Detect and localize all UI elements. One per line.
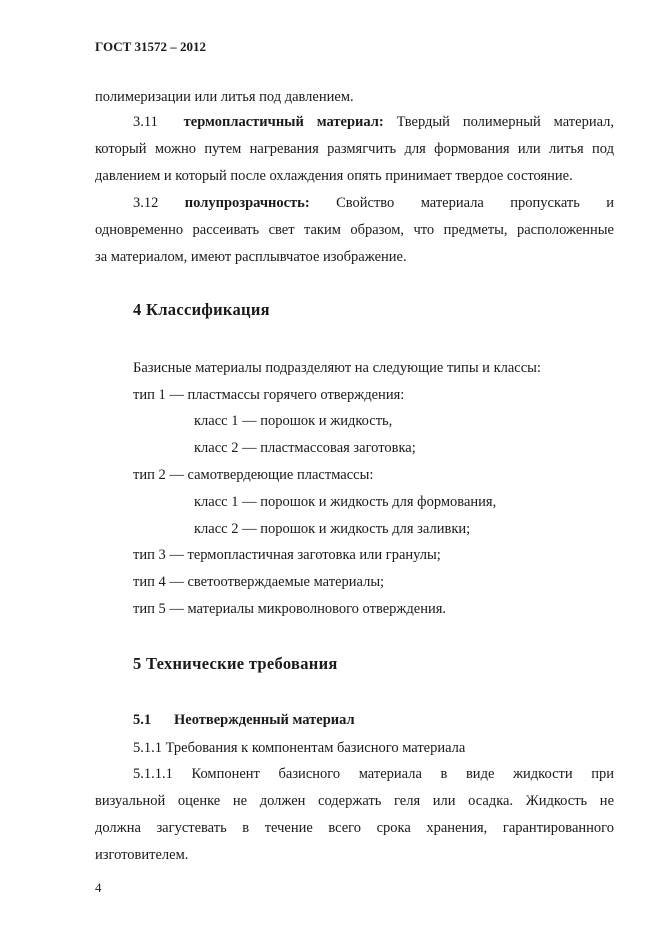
- document-header: ГОСТ 31572 – 2012: [95, 39, 207, 54]
- page-number: 4: [95, 880, 102, 895]
- clause-5-1-1-1-line-3: должна загустевать в течение всего срока хранения, гарантированного: [95, 820, 614, 836]
- term-3-11-line-2: который можно путем нагревания размягчить для формования или литья под: [95, 141, 614, 157]
- term-3-11-line-3: давлением и который после охлаждения опять принимает твердое состояние.: [95, 168, 573, 184]
- subsection-5-1-number: 5.1: [133, 712, 152, 728]
- term-3-11-line-1: [95, 109, 614, 136]
- clause-5-1-1-1-line-2: визуальной оценке не должен содержать геля или осадка. Жидкость не: [95, 793, 614, 809]
- type-1-class-2: класс 2 — пластмассовая заготовка;: [194, 440, 416, 456]
- term-definition: Твердый полимерный материал,: [396, 114, 614, 130]
- subsection-5-1-1: 5.1.1 Требования к компонентам базисного материала: [133, 740, 466, 756]
- section-5-heading: 5 Технические требования: [133, 654, 338, 673]
- term-name: термопластичный материал:: [183, 114, 384, 130]
- clause-5-1-1-1-line-4: изготовителем.: [95, 847, 189, 863]
- term-number: 3.11: [133, 114, 158, 130]
- section-4-heading: 4 Классификация: [133, 300, 270, 319]
- type-2-class-2: класс 2 — порошок и жидкость для заливки;: [194, 521, 471, 537]
- type-2: тип 2 — самотвердеющие пластмассы:: [133, 467, 374, 483]
- term-3-12-line-1: [95, 190, 614, 217]
- type-4: тип 4 — светоотверждаемые материалы;: [133, 574, 385, 590]
- subsection-5-1-title: Неотвержденный материал: [174, 712, 355, 728]
- term-3-12-line-2: одновременно рассеивать свет таким образом, что предметы, расположенные: [95, 222, 614, 238]
- clause-5-1-1-1-line-1: 5.1.1.1 Компонент базисного материала в виде жидкости при: [133, 766, 614, 782]
- classification-intro: Базисные материалы подразделяют на следующие типы и классы:: [133, 360, 541, 376]
- type-5: тип 5 — материалы микроволнового отверждения.: [133, 601, 447, 617]
- type-2-class-1: класс 1 — порошок и жидкость для формования,: [194, 494, 497, 510]
- term-definition: Свойство материала пропускать и: [336, 195, 615, 211]
- term-name: полупрозрачность:: [184, 195, 310, 211]
- continued-text: полимеризации или литья под давлением.: [95, 89, 354, 105]
- type-3: тип 3 — термопластичная заготовка или гранулы;: [133, 547, 441, 563]
- term-number: 3.12: [133, 195, 159, 211]
- type-1: тип 1 — пластмассы горячего отверждения:: [133, 387, 405, 403]
- term-3-12-line-3: за материалом, имеют расплывчатое изображение.: [95, 249, 407, 265]
- type-1-class-1: класс 1 — порошок и жидкость,: [194, 413, 393, 429]
